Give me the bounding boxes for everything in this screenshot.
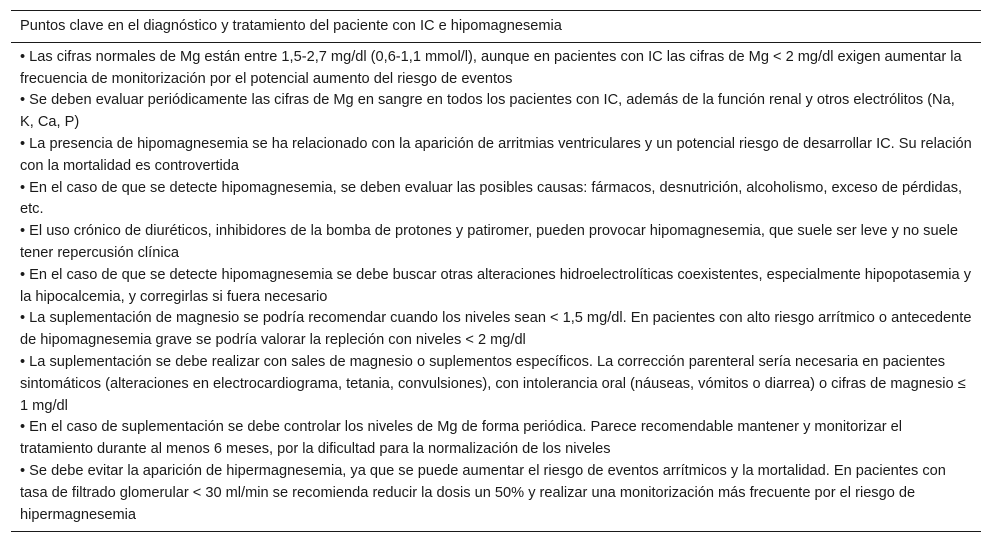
bullet-point: • Las cifras normales de Mg están entre 1,5-2,7 mg/dl (0,6-1,1 mmol/l), aunque en pacientes con IC las cifras de Mg < 2 mg/dl exigen aumentar la frecuencia de monitorización por el potencial aumento del riesgo de eventos: [20, 48, 962, 87]
key-points-table: [11, 10, 981, 532]
bullet-point: • La presencia de hipomagnesemia se ha relacionado con la aparición de arritmias ventriculares y un potencial riesgo de desarrollar IC. Su relación con la mortalidad es controvertida: [20, 135, 972, 174]
table-header: Puntos clave en el diagnóstico y tratamiento del paciente con IC e hipomagnesemia: [11, 11, 981, 43]
bullet-point: • La suplementación de magnesio se podría recomendar cuando los niveles sean < 1,5 mg/dl. En pacientes con alto riesgo arrítmico o antecedente de hipomagnesemia grave se podría valorar la repleción con niveles < 2 mg/dl: [20, 310, 972, 349]
bullet-point: • En el caso de que se detecte hipomagnesemia, se deben evaluar las posibles causas: fármacos, desnutrición, alcoholismo, exceso de pérdidas, etc.: [20, 179, 963, 218]
table-row: [11, 42, 981, 532]
table-cell: [11, 42, 981, 532]
bullet-point: • El uso crónico de diuréticos, inhibidores de la bomba de protones y patiromer, pueden provocar hipomagnesemia, que suele ser leve y no suele tener repercusión clínica: [20, 223, 959, 261]
table-header-row: [11, 11, 981, 43]
key-points-table-container: [11, 10, 981, 532]
bullet-point: • Se deben evaluar periódicamente las cifras de Mg en sangre en todos los pacientes con IC, además de la función renal y otros electrólitos (Na, K, Ca, P): [20, 92, 955, 131]
bullet-point: • Se debe evitar la aparición de hipermagnesemia, ya que se puede aumentar el riesgo de eventos arrítmicos y la mortalidad. En pacientes con tasa de filtrado glomerular < 30 ml/min se recomienda reducir la dosis un 50% y realizar una monitorización más frecuente por el riesgo de hipermagnesemia: [20, 462, 946, 523]
bullet-point: • En el caso de suplementación se debe controlar los niveles de Mg de forma periódica. Parece recomendable mantener y monitorizar el tratamiento durante al menos 6 meses, por la dificultad para la normalización de los niveles: [20, 419, 903, 458]
bullet-point: • En el caso de que se detecte hipomagnesemia se debe buscar otras alteraciones hidroelectrolíticas coexistentes, especialmente hipopotasemia y la hipocalcemia, y corregirlas si fuera necesario: [20, 266, 972, 305]
bullet-point: • La suplementación se debe realizar con sales de magnesio o suplementos específicos. La corrección parenteral sería necesaria en pacientes sintomáticos (alteraciones en electrocardiograma, tetania, convulsiones), con intolerancia oral (náuseas, vómitos o diarrea) o cifras de magnesio ≤ 1 mg/dl: [20, 353, 966, 414]
